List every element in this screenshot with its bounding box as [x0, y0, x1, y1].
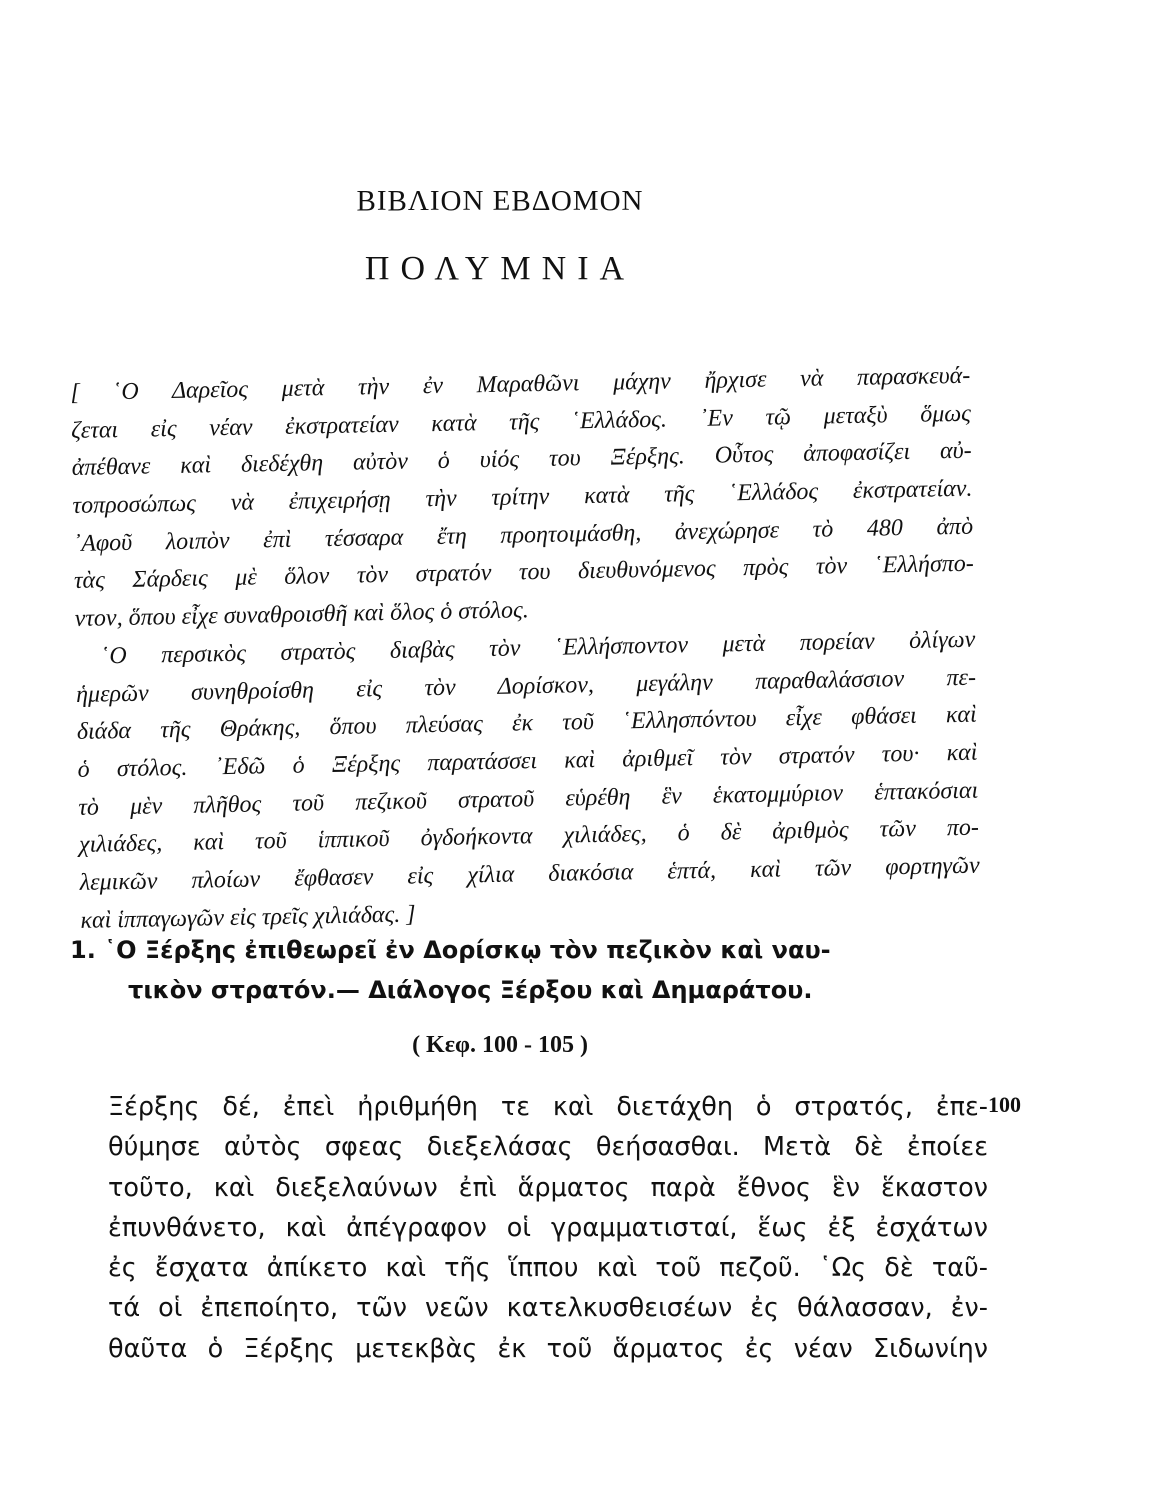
section-heading-line: τικὸν στρατόν.— Διάλογος Ξέρξου καὶ Δημαράτου. — [128, 976, 813, 1004]
section-heading-line: 1. ῾Ο Ξέρξης ἐπιθεωρεῖ ἐν Δορίσκῳ τὸν πεζικὸν καὶ ναυ- — [70, 936, 831, 964]
summary-line: [ ῾Ο Δαρεῖος μετὰ τὴν ἐν Μαραθῶνι μάχην ἤρχισε νὰ παρασκευά- — [70, 362, 971, 406]
summary-block — [70, 358, 981, 940]
main-text-line: τά οἱ ἐπεποίητο, τῶν νεῶν κατελκυσθεισέων ἐς θάλασσαν, ἐν- — [108, 1293, 988, 1324]
main-text-line: ἐπυνθάνετο, καὶ ἀπέγραφον οἱ γραμματισταί, ἕως ἐξ ἐσχάτων — [108, 1212, 988, 1243]
main-text-line: Ξέρξης δέ, ἐπεὶ ἠριθμήθη τε καὶ διετάχθη ὁ στρατός, ἐπε- — [108, 1092, 988, 1122]
section-heading — [70, 930, 910, 1010]
summary-line: χιλιάδες, καὶ τοῦ ἱππικοῦ ὀγδοήκοντα χιλιάδες, ὁ δὲ ἀριθμὸς τῶν πο- — [78, 814, 980, 859]
summary-line: ὁ στόλος. ᾿Εδῶ ὁ Ξέρξης παρατάσσει καὶ ἀριθμεῖ τὸν στρατόν του· καὶ — [77, 739, 978, 783]
summary-line: καὶ ἱππαγωγῶν εἰς τρεῖς χιλιάδας. ] — [80, 901, 416, 934]
main-text-block — [108, 1087, 988, 1369]
summary-line: ἡμερῶν συνηθροίσθη εἰς τὸν Δορίσκον, μεγάλην παραθαλάσσιον πε- — [75, 664, 977, 708]
chapter-range: ( Κεφ. 100 - 105 ) — [412, 1032, 588, 1058]
summary-line: ᾿Αφοῦ λοιπὸν ἐπὶ τέσσαρα ἔτη προητοιμάσθη, ἀνεχώρησε τὸ 480 ἀπὸ — [72, 513, 974, 557]
summary-line: τὸ μὲν πλῆθος τοῦ πεζικοῦ στρατοῦ εὑρέθη ἓν ἑκατομμύριον ἑπτακόσιαι — [78, 777, 979, 821]
summary-line: τὰς Σάρδεις μὲ ὅλον τὸν στρατόν του διευθυνόμενος πρὸς τὸν ῾Ελλήσπο- — [73, 551, 975, 595]
summary-line: ἀπέθανε καὶ διεδέχθη αὐτὸν ὁ υἱός του Ξέρξης. Οὗτος ἀποφασίζει αὐ- — [71, 438, 972, 482]
main-text-line: θαῦτα ὁ Ξέρξης μετεκβὰς ἐκ τοῦ ἅρματος ἐς νέαν Σιδωνίην — [108, 1333, 988, 1364]
main-text-line: θύμησε αὐτὸς σφεας διεξελάσας θεήσασθαι. Μετὰ δὲ ἐποίεε — [108, 1132, 988, 1163]
summary-line: διάδα τῆς Θράκης, ὅπου πλεύσας ἐκ τοῦ ῾Ελλησπόντου εἶχε φθάσει καὶ — [76, 701, 977, 746]
summary-line: ντον, ὅπου εἶχε συναθροισθῆ καὶ ὅλος ὁ στόλος. — [74, 597, 530, 633]
book-title: ΒΙΒΛΙΟΝ ΕΒΔΟΜΟΝ — [356, 185, 644, 217]
summary-line: ῾Ο περσικὸς στρατὸς διαβὰς τὸν ῾Ελλήσποντον μετὰ πορείαν ὀλίγων — [101, 626, 976, 670]
summary-line: τοπροσώπως νὰ ἐπιχειρήσῃ τὴν τρίτην κατὰ τῆς ῾Ελλάδος ἐκστρατείαν. — [72, 475, 973, 520]
summary-line: λεμικῶν πλοίων ἔφθασεν εἰς χίλια διακόσια ἑπτά, καὶ τῶν φορτηγῶν — [79, 852, 980, 896]
book-name: ΠΟΛΥΜΝΙΑ — [364, 250, 636, 287]
margin-chapter-number: 100 — [988, 1092, 1021, 1117]
summary-line: ζεται εἰς νέαν ἐκστρατείαν κατὰ τῆς ῾Ελλάδος. ᾿Εν τῷ μεταξὺ ὅμως — [70, 400, 972, 444]
main-text-line: ἐς ἔσχατα ἀπίκετο καὶ τῆς ἵππου καὶ τοῦ πεζοῦ. ῾Ως δὲ ταῦ- — [108, 1253, 988, 1284]
main-text-line: τοῦτο, καὶ διεξελαύνων ἐπὶ ἅρματος παρὰ ἔθνος ἓν ἕκαστον — [108, 1172, 988, 1203]
